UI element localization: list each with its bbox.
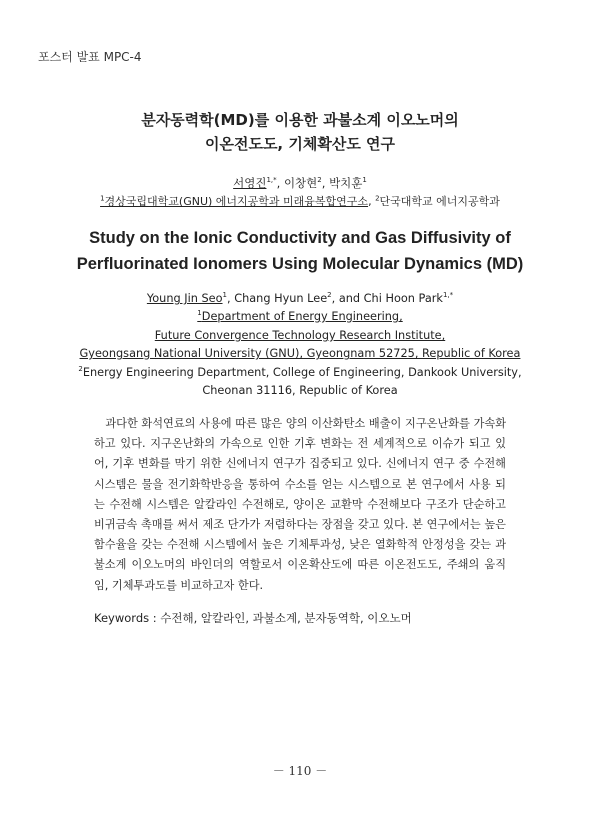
english-author-2: Chang Hyun Lee (234, 292, 328, 305)
korean-author-1-sup: 1,* (266, 176, 277, 185)
abstract-text: 과다한 화석연료의 사용에 따른 많은 양의 이산화탄소 배출이 지구온난화를 가속화하고 있다. 지구온난화의 가속으로 인한 기후 변화는 전 세계적으로 이슈가 되고 있어, 기후 변화를 막기 위한 신에너지 연구가 집중되고 있다. 신에너지 연구 중 수전해 시스템은 물을 전기화학반응을 통하여 수소를 얻는 시스템으로 본 연구에서 사용 되는 수전해 시스템은 알칼라인 수전해로, 양이온 교환막 수전해보다 구조가 단순하고 비귀금속 촉매를 써서 제조 단가가 저렴하다는 장점을 갖고 있다. 본 연구에서는 높은 함수율을 갖는 수전해 시스템에서 높은 기체투과성, 낮은 열화학적 안정성을 갖는 과불소계 이오노머의 바인더의 역할로서 이온확산도에 따른 이온전도도, 주쇄의 움직임, 기체투과도를 비교하고자 한다. (94, 417, 506, 592)
english-title-line1: Study on the Ionic Conductivity and Gas Diffusivity of (89, 229, 511, 247)
english-author-2-sup: 2 (327, 291, 332, 300)
korean-title-line2: 이온전도도, 기체확산도 연구 (204, 135, 396, 153)
korean-title-line1: 분자동력학(MD)를 이용한 과불소계 이오노머의 (141, 111, 459, 129)
english-affil2-line1: $^2$Energy Engineering Department, College of Engineering, Dankook University, (78, 365, 522, 379)
english-authors: Young Jin Seo$^1$, Chang Hyun Lee$^2$, and Chi Hoon Park$^{1,*}$ (146, 291, 454, 305)
english-affil1-line1: $^1$Department of Energy Engineering, (197, 309, 403, 323)
korean-affiliations: $^1$경상국립대학교(GNU) 에너지공학과 미래융복합연구소, $^2$단국대학교 에너지공학과 (100, 194, 500, 208)
english-author-3-sup: 1,* (442, 291, 454, 300)
english-author-1: Young Jin Seo (146, 292, 223, 305)
korean-author-2: 이창현 (283, 176, 318, 190)
korean-author-1: 서영진 (233, 176, 267, 190)
english-author-3: , and Chi Hoon Park (331, 292, 443, 305)
english-affil1-line2: Future Convergence Technology Research Institute, (154, 329, 446, 342)
keywords: Keywords : 수전해, 알칼라인, 과불소계, 분자동역학, 이오노머 (94, 611, 412, 625)
korean-author-3-sup: 1 (362, 176, 367, 185)
session-label: 포스터 발표 MPC-4 (38, 50, 142, 64)
english-affil1-line3: Gyeongsang National University (GNU), Gyeongnam 52725, Republic of Korea (79, 347, 521, 360)
korean-affil-2: 단국대학교 에너지공학과 (379, 195, 500, 208)
korean-authors: 서영진$^{1,*}$, 이창현$^2$, 박치훈$^1$ (233, 176, 367, 190)
english-title-line2: Perfluorinated Ionomers Using Molecular Dynamics (MD) (76, 255, 524, 273)
korean-author-2-sup: 2 (317, 176, 322, 185)
korean-affil-2-sup: 2 (375, 194, 380, 203)
english-author-1-sup: 1 (222, 291, 227, 300)
page-number: － 110 － (272, 764, 328, 778)
korean-author-3: 박치훈 (329, 176, 363, 190)
korean-affil-1: $^1$경상국립대학교(GNU) 에너지공학과 미래융복합연구소 (100, 194, 369, 208)
english-affil2-line2: Cheonan 31116, Republic of Korea (202, 384, 398, 397)
